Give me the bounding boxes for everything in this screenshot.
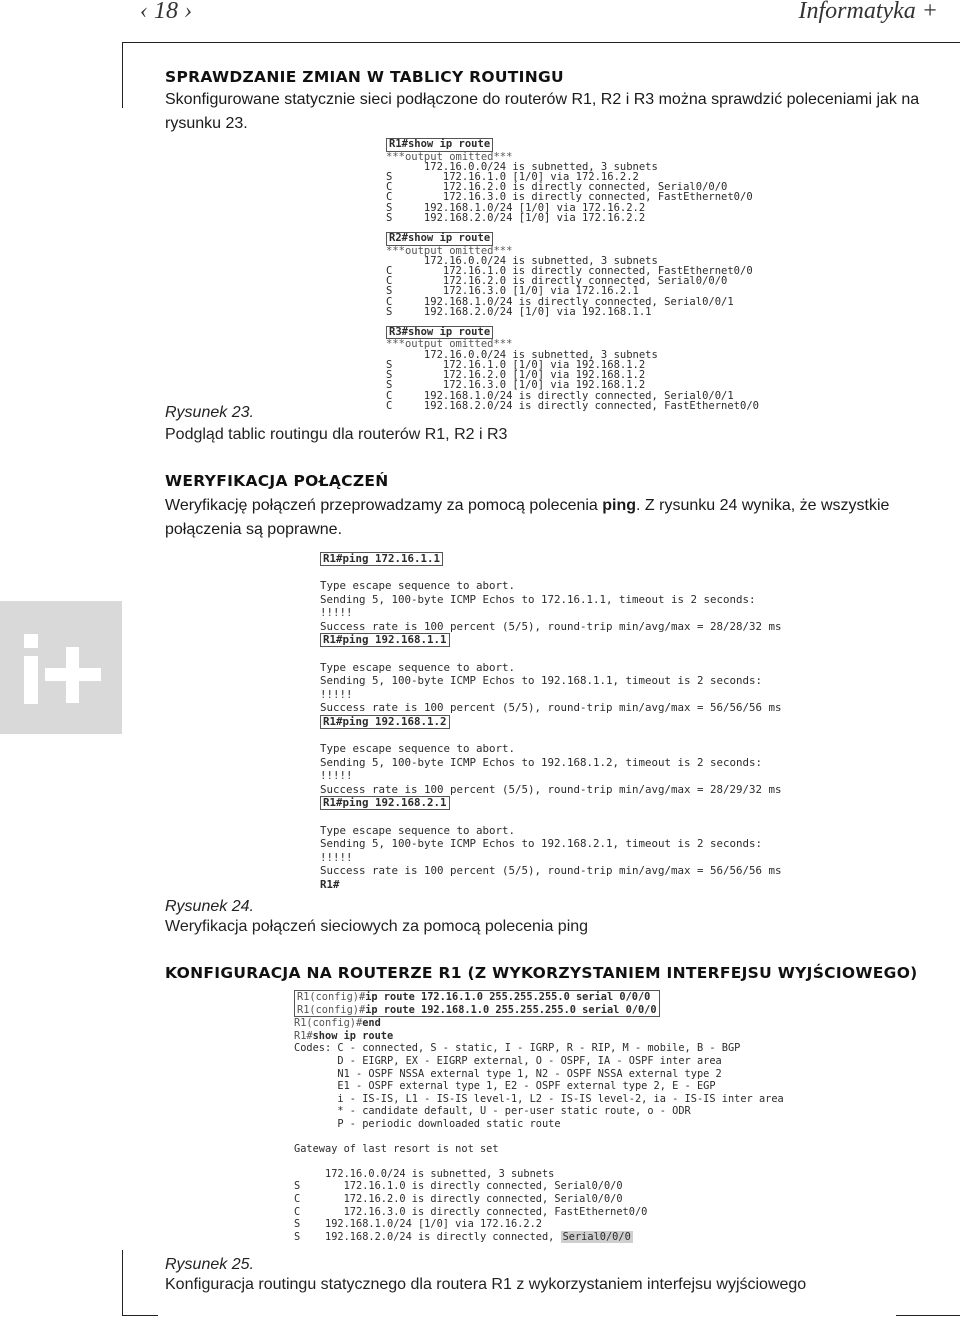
route-line: C 172.16.2.0 is directly connected, Serial0/0/0	[294, 1192, 623, 1205]
section-verification	[165, 472, 940, 542]
figure-25-caption	[165, 1256, 940, 1294]
side-tab-logo	[0, 601, 122, 734]
route-line: S 172.16.3.0 [1/0] via 172.16.2.1	[386, 285, 639, 298]
figure-25-terminal	[294, 990, 784, 1243]
ping-output-line: Success rate is 100 percent (5/5), round-trip min/avg/max = 28/28/32 ms	[320, 619, 782, 633]
page-number: ‹ 18 ›	[140, 0, 192, 24]
section-routing-table	[165, 68, 940, 136]
body-text: . Z rysunku 24 wynika, że wszystkie połączenia są poprawne.	[165, 497, 890, 538]
route-line: S 172.16.2.0 [1/0] via 192.168.1.2	[386, 369, 646, 382]
blank-line	[320, 729, 782, 743]
gateway-line: Gateway of last resort is not set	[294, 1142, 499, 1155]
route-line: C 172.16.1.0 is directly connected, FastEthernet0/0	[386, 264, 753, 277]
route-line: S 172.16.1.0 [1/0] via 192.168.1.2	[386, 358, 646, 371]
blank-line	[294, 1155, 784, 1168]
caption-number: Rysunek 23.	[165, 404, 254, 421]
codes-line: P - periodic downloaded static route	[294, 1117, 561, 1130]
ping-output-line: Sending 5, 100-byte ICMP Echos to 192.168.1.2, timeout is 2 seconds:	[320, 755, 763, 769]
codes-line: i - IS-IS, L1 - IS-IS level-1, L2 - IS-IS level-2, ia - IS-IS inter area	[294, 1092, 784, 1105]
config-box	[294, 990, 660, 1017]
route-line: C 172.16.2.0 is directly connected, Serial0/0/0	[386, 181, 728, 194]
body-text: Weryfikację połączeń przeprowadzamy za pomocą polecenia	[165, 497, 603, 514]
command-box: R1#ping 192.168.1.1	[320, 633, 450, 647]
route-line: 172.16.0.0/24 is subnetted, 3 subnets	[294, 1167, 555, 1180]
command: ip route 172.16.1.0 255.255.255.0 serial 0/0/0	[365, 991, 651, 1003]
caption-text: Weryfikacja połączeń sieciowych za pomocą polecenia ping	[165, 918, 589, 935]
route-line: C 192.168.1.0/24 is directly connected, Serial0/0/1	[386, 295, 734, 308]
command-ping: ping	[602, 497, 637, 514]
frame-line	[122, 42, 960, 43]
ping-output-line: !!!!!	[320, 606, 353, 620]
frame-line	[896, 1315, 960, 1316]
route-line: S 192.168.2.0/24 [1/0] via 192.168.1.1	[386, 305, 652, 318]
caption-text: Podgląd tablic routingu dla routerów R1, R2 i R3	[165, 426, 508, 443]
codes-line: D - EIGRP, EX - EIGRP external, O - OSPF, IA - OSPF inter area	[294, 1054, 722, 1067]
section-body: Skonfigurowane statycznie sieci podłączone do routerów R1, R2 i R3 można sprawdzić poleceniami jak na rysunku 23.	[165, 91, 920, 132]
command: ip route 192.168.1.0 255.255.255.0 serial 0/0/0	[365, 1003, 657, 1016]
command-box: R3#show ip route	[386, 326, 493, 340]
command-box: R1#ping 192.168.2.1	[320, 796, 450, 810]
command-box: R1#ping 172.16.1.1	[320, 552, 443, 566]
route-line: S 192.168.1.0/24 [1/0] via 172.16.2.2	[294, 1218, 542, 1231]
route-line: 172.16.0.0/24 is subnetted, 3 subnets	[386, 254, 658, 267]
prompt: R1(config)#	[297, 1003, 366, 1016]
ping-output-line: Type escape sequence to abort.	[320, 823, 516, 837]
ping-output-line: Sending 5, 100-byte ICMP Echos to 192.168.1.1, timeout is 2 seconds:	[320, 674, 763, 688]
section-title: KONFIGURACJA NA ROUTERZE R1 (Z WYKORZYSTANIEM INTERFEJSU WYJŚCIOWEGO)	[165, 964, 918, 982]
figure-24-caption	[165, 898, 940, 936]
figure-23-terminal	[386, 138, 759, 411]
codes-line: N1 - OSPF NSSA external type 1, N2 - OSPF NSSA external type 2	[294, 1067, 722, 1080]
route-text: S 192.168.2.0/24 is directly connected,	[294, 1230, 561, 1243]
route-line: C 172.16.3.0 is directly connected, FastEthernet0/0	[386, 191, 753, 204]
ping-output-line: Type escape sequence to abort.	[320, 660, 516, 674]
caption-number: Rysunek 24.	[165, 898, 254, 915]
prompt-line	[320, 715, 782, 729]
output-omitted: ***output omitted***	[386, 244, 513, 257]
blank-line	[320, 566, 782, 580]
route-line: S 192.168.2.0/24 [1/0] via 172.16.2.2	[386, 211, 646, 224]
ping-output-line: Sending 5, 100-byte ICMP Echos to 172.16.1.1, timeout is 2 seconds:	[320, 592, 756, 606]
figure-23-caption	[165, 404, 940, 444]
ping-output-line: !!!!!	[320, 850, 353, 864]
blank-line	[320, 810, 782, 824]
command: show ip route	[312, 1029, 394, 1042]
config-line	[294, 1030, 784, 1043]
config-line	[294, 1017, 784, 1030]
caption-text: Konfiguracja routingu statycznego dla routera R1 z wykorzystaniem interfejsu wyjściowego	[165, 1276, 807, 1293]
command: end	[362, 1017, 381, 1030]
route-line: 172.16.0.0/24 is subnetted, 3 subnets	[386, 160, 658, 173]
prompt-line	[386, 326, 759, 340]
route-line: C 192.168.2.0/24 is directly connected, FastEthernet0/0	[386, 399, 759, 412]
route-line: C 172.16.3.0 is directly connected, FastEthernet0/0	[294, 1205, 648, 1218]
prompt-line	[386, 138, 759, 152]
route-line: C 192.168.1.0/24 is directly connected, Serial0/0/1	[386, 389, 734, 402]
route-line	[294, 1231, 784, 1244]
command-box: R1#show ip route	[386, 138, 493, 152]
section-body	[165, 494, 940, 542]
ping-output-line: !!!!!	[320, 769, 353, 783]
final-prompt: R1#	[320, 877, 340, 891]
frame-line	[122, 42, 123, 108]
route-line: S 172.16.3.0 [1/0] via 192.168.1.2	[386, 379, 646, 392]
prompt-line	[320, 552, 782, 566]
highlighted-interface: Serial0/0/0	[562, 1230, 631, 1243]
frame-line	[122, 1315, 158, 1316]
frame-line	[122, 1250, 123, 1316]
prompt: R1#	[294, 1029, 313, 1042]
prompt-line	[320, 796, 782, 810]
blank-line	[320, 647, 782, 661]
iplus-logo-icon	[0, 601, 122, 734]
ping-output-line: Sending 5, 100-byte ICMP Echos to 192.168.2.1, timeout is 2 seconds:	[320, 837, 763, 850]
command-box: R1#ping 192.168.1.2	[320, 715, 450, 729]
config-line	[297, 1004, 657, 1017]
codes-line: Codes: C - connected, S - static, I - IGRP, R - RIP, M - mobile, B - BGP	[294, 1042, 741, 1055]
route-line: S 172.16.1.0 is directly connected, Serial0/0/0	[294, 1180, 623, 1193]
route-line: C 172.16.2.0 is directly connected, Serial0/0/0	[386, 275, 728, 288]
prompt-line	[386, 232, 759, 246]
output-omitted: ***output omitted***	[386, 150, 513, 163]
section-title: SPRAWDZANIE ZMIAN W TABLICY ROUTINGU	[165, 68, 564, 86]
prompt: R1(config)#	[297, 991, 366, 1003]
codes-line: E1 - OSPF external type 1, E2 - OSPF external type 2, E - EGP	[294, 1080, 716, 1093]
route-line: S 192.168.1.0/24 [1/0] via 172.16.2.2	[386, 201, 646, 214]
ping-output-line: Success rate is 100 percent (5/5), round-trip min/avg/max = 56/56/56 ms	[320, 701, 782, 715]
config-line	[297, 991, 657, 1004]
magazine-title: Informatyka +	[798, 0, 938, 24]
caption-number: Rysunek 25.	[165, 1256, 254, 1273]
route-line: 172.16.0.0/24 is subnetted, 3 subnets	[386, 348, 658, 361]
ping-output-line: Success rate is 100 percent (5/5), round-trip min/avg/max = 28/29/32 ms	[320, 782, 782, 796]
ping-output-line: Type escape sequence to abort.	[320, 742, 516, 756]
prompt-line	[320, 633, 782, 647]
ping-output-line: Type escape sequence to abort.	[320, 579, 516, 593]
figure-24-terminal	[320, 552, 782, 891]
section-r1-config	[165, 964, 940, 982]
route-line: S 172.16.1.0 [1/0] via 172.16.2.2	[386, 170, 639, 183]
command-box: R2#show ip route	[386, 232, 493, 246]
ping-output-line: !!!!!	[320, 687, 353, 701]
ping-output-line: Success rate is 100 percent (5/5), round-trip min/avg/max = 56/56/56 ms	[320, 864, 782, 877]
prompt: R1(config)#	[294, 1017, 363, 1030]
section-title: WERYFIKACJA POŁĄCZEŃ	[165, 472, 389, 490]
output-omitted: ***output omitted***	[386, 338, 513, 351]
codes-line: * - candidate default, U - per-user static route, o - ODR	[294, 1105, 691, 1118]
